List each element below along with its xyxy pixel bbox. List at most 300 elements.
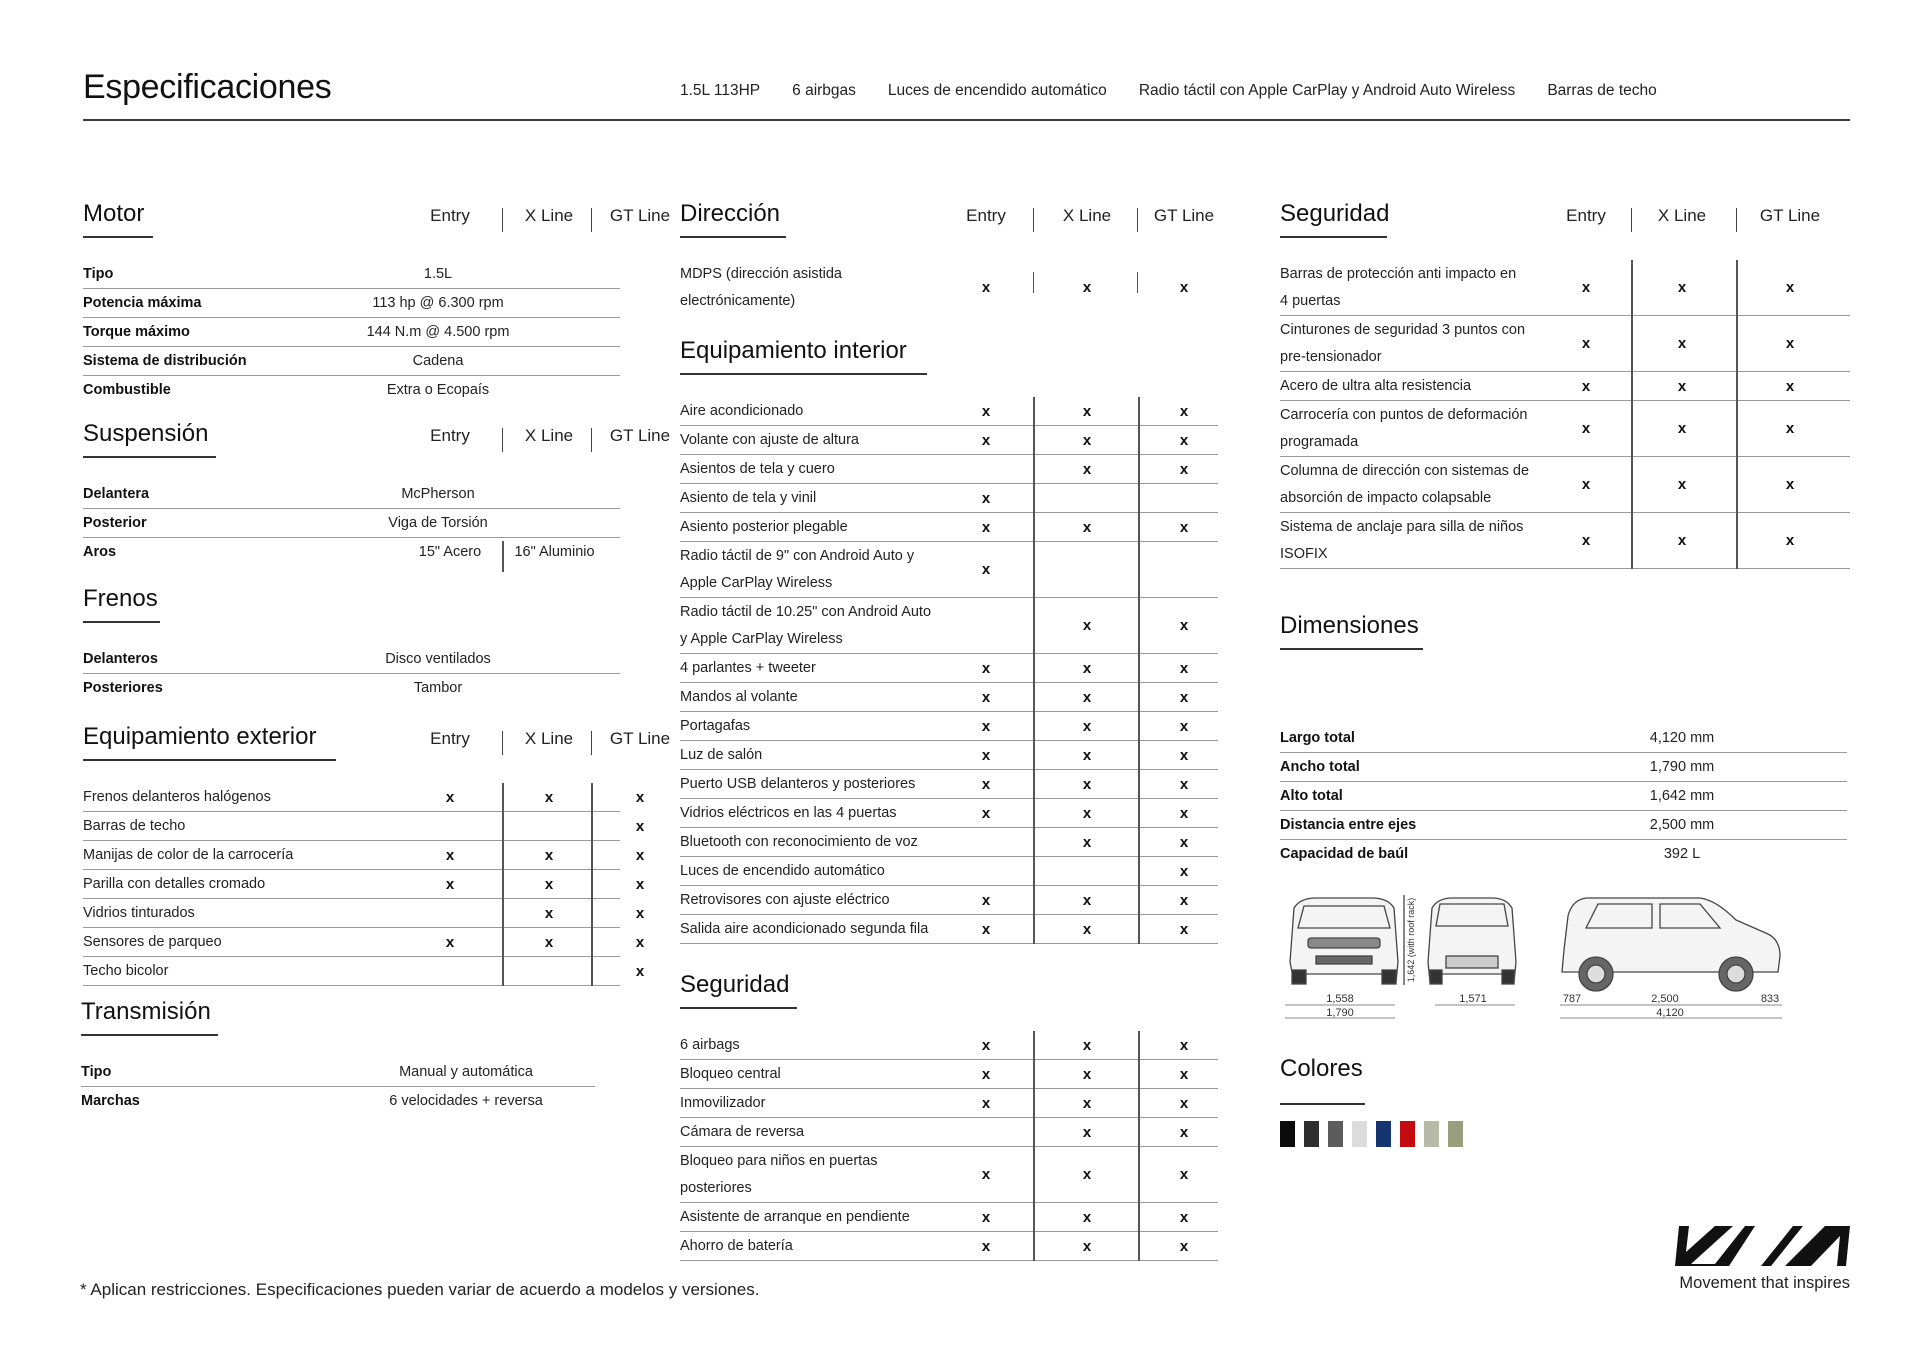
spec-table <box>83 645 620 702</box>
rear-view-car-icon <box>1428 898 1516 984</box>
included-mark-entry: x <box>445 933 455 951</box>
row-label: Volante con ajuste de altura <box>680 432 859 448</box>
section-underline <box>680 236 786 238</box>
column-divider <box>1033 1031 1035 1261</box>
section-title: Frenos <box>83 585 158 612</box>
spec-table <box>81 1058 595 1115</box>
included-mark-gtline: x <box>1179 617 1189 634</box>
included-mark-entry: x <box>981 1166 991 1183</box>
section-title: Seguridad <box>680 971 790 998</box>
section-title: Motor <box>83 200 145 227</box>
included-mark-xline: x <box>1082 1208 1092 1226</box>
row-label: Asientos de tela y cuero <box>680 461 835 477</box>
row-label: Carrocería con puntos de deformación programada <box>1280 407 1528 450</box>
table-row <box>83 928 645 957</box>
row-label: Parilla con detalles cromado <box>83 876 266 892</box>
included-mark-gtline: x <box>635 817 645 835</box>
side-view-car-icon <box>1562 898 1780 991</box>
row-value: 6 velocidades + reversa <box>389 1093 543 1109</box>
included-mark-xline: x <box>1082 891 1092 909</box>
row-label: Marchas <box>81 1093 140 1109</box>
row-label: Portagafas <box>680 718 751 734</box>
included-mark-xline: x <box>1082 460 1092 478</box>
row-value: 4,120 mm <box>1649 730 1715 746</box>
kia-logo-icon <box>1675 1222 1850 1268</box>
brand-tagline: Movement that inspires <box>1679 1274 1850 1292</box>
included-mark-gtline: x <box>635 933 645 951</box>
row-value-upper-trims: 16" Aluminio <box>514 544 595 560</box>
trim-divider <box>1736 208 1737 232</box>
section-equipamiento-exterior <box>83 723 671 986</box>
section-underline <box>83 621 160 623</box>
included-mark-xline: x <box>544 875 554 893</box>
trim-gt-line: GT Line <box>609 206 671 225</box>
section-title: Colores <box>1280 1055 1363 1082</box>
color-swatch[interactable] <box>1376 1121 1391 1147</box>
included-mark-gtline: x <box>1179 518 1189 536</box>
row-label: Columna de dirección con sistemas de absorción de impacto colapsable <box>1280 463 1530 506</box>
color-swatch[interactable] <box>1448 1121 1463 1147</box>
row-value: Extra o Ecopaís <box>386 382 490 398</box>
included-mark-entry: x <box>1581 279 1591 296</box>
row-value: 1,642 mm <box>1649 788 1715 804</box>
included-mark-entry: x <box>981 920 991 938</box>
column-divider <box>1033 397 1035 944</box>
table-row <box>83 289 620 318</box>
highlight-item: Barras de techo <box>1547 82 1657 99</box>
row-label: Tipo <box>81 1064 112 1080</box>
table-row <box>83 957 645 986</box>
section-header <box>83 420 671 480</box>
row-value: 1,790 mm <box>1649 759 1715 775</box>
row-label: Radio táctil de 10.25" con Android Auto y Apple CarPlay Wireless <box>680 604 932 647</box>
color-swatch[interactable] <box>1352 1121 1367 1147</box>
included-mark-gtline: x <box>1785 532 1795 549</box>
row-label: Asiento posterior plegable <box>680 519 848 535</box>
section-header <box>1280 200 1850 260</box>
included-mark-xline: x <box>1082 431 1092 449</box>
included-mark-gtline: x <box>635 788 645 806</box>
included-mark-xline: x <box>1082 804 1092 822</box>
row-label: Radio táctil de 9" con Android Auto y Apple CarPlay Wireless <box>680 548 915 591</box>
trim-gt-line: GT Line <box>1153 206 1215 225</box>
table-row <box>1280 260 1850 316</box>
included-mark-gtline: x <box>1179 1094 1189 1112</box>
included-mark-gtline: x <box>1179 862 1189 880</box>
row-label: 6 airbags <box>680 1037 740 1053</box>
row-label: Delantera <box>83 486 150 502</box>
row-label: Posterior <box>83 515 147 531</box>
included-mark-gtline: x <box>1179 920 1189 938</box>
included-mark-gtline: x <box>1785 377 1795 395</box>
section-header <box>83 723 671 783</box>
trim-x-line: X Line <box>524 426 574 445</box>
section-header <box>1280 612 1847 672</box>
included-mark-gtline: x <box>1179 1036 1189 1054</box>
included-mark-entry: x <box>981 1094 991 1112</box>
included-mark-entry: x <box>981 279 991 296</box>
row-label: Manijas de color de la carrocería <box>83 847 294 863</box>
row-label: Distancia entre ejes <box>1280 817 1417 833</box>
included-mark-gtline: x <box>1179 775 1189 793</box>
front-view-car-icon <box>1290 895 1404 985</box>
section-title: Dimensiones <box>1280 612 1419 639</box>
row-label: Sistema de distribución <box>83 353 247 369</box>
row-value: 1.5L <box>423 266 453 282</box>
section-underline <box>83 236 153 238</box>
row-value: Tambor <box>413 680 463 696</box>
trim-entry: Entry <box>966 206 1006 225</box>
section-header <box>680 200 1218 260</box>
section-underline <box>81 1034 218 1036</box>
table-row <box>83 318 620 347</box>
trim-gt-line: GT Line <box>609 426 671 445</box>
color-swatch[interactable] <box>1304 1121 1319 1147</box>
included-mark-gtline: x <box>635 875 645 893</box>
spec-table <box>1280 260 1850 569</box>
included-mark-entry: x <box>981 775 991 793</box>
color-swatch[interactable] <box>1400 1121 1415 1147</box>
included-mark-entry: x <box>445 788 455 806</box>
included-mark-xline: x <box>1082 1123 1092 1141</box>
section-motor <box>83 200 671 404</box>
included-mark-xline: x <box>1082 833 1092 851</box>
spec-table <box>83 480 620 566</box>
table-row <box>83 870 645 899</box>
row-value: 113 hp @ 6.300 rpm <box>372 295 504 311</box>
disclaimer-note: * Aplican restricciones. Especificaciones pueden variar de acuerdo a modelos y versiones. <box>80 1280 760 1299</box>
table-row <box>83 645 620 674</box>
included-mark-xline: x <box>544 933 554 951</box>
trim-entry: Entry <box>1566 206 1606 225</box>
color-swatch[interactable] <box>1280 1121 1295 1147</box>
section-title: Equipamiento interior <box>680 337 907 364</box>
rear-track-label: 1,571 <box>1459 993 1487 1005</box>
row-label: Cámara de reversa <box>680 1124 805 1140</box>
included-mark-gtline: x <box>1179 833 1189 851</box>
row-label: Acero de ultra alta resistencia <box>1280 378 1472 394</box>
overall-length-label: 4,120 <box>1656 1007 1684 1019</box>
trim-entry: Entry <box>430 206 470 225</box>
included-mark-entry: x <box>1581 476 1591 493</box>
row-label: Tipo <box>83 266 114 282</box>
trim-entry: Entry <box>430 729 470 748</box>
included-mark-xline: x <box>1677 377 1687 395</box>
table-row <box>81 1087 595 1115</box>
table-row <box>1280 724 1847 753</box>
trim-gt-line: GT Line <box>609 729 671 748</box>
section-header <box>83 200 671 260</box>
included-mark-xline: x <box>1082 1237 1092 1255</box>
included-mark-entry: x <box>981 1036 991 1054</box>
section-transmision <box>81 998 595 1115</box>
highlight-item: 1.5L 113HP <box>680 82 761 99</box>
included-mark-xline: x <box>1082 617 1092 634</box>
included-mark-xline: x <box>1082 279 1092 296</box>
included-mark-entry: x <box>981 891 991 909</box>
column-divider <box>1138 397 1140 944</box>
included-mark-gtline: x <box>1179 1166 1189 1183</box>
included-mark-gtline: x <box>635 962 645 980</box>
row-value: Viga de Torsión <box>388 515 488 531</box>
included-mark-gtline: x <box>1179 746 1189 764</box>
height-label: 1,642 (with roof rack) <box>1406 897 1416 983</box>
included-mark-gtline: x <box>1179 659 1189 677</box>
row-label: Mandos al volante <box>680 689 798 705</box>
table-row <box>1280 513 1850 569</box>
table-row <box>1280 372 1850 401</box>
included-mark-xline: x <box>1677 476 1687 493</box>
table-row <box>83 812 645 841</box>
row-label: Frenos delanteros halógenos <box>83 789 271 805</box>
trim-divider <box>1137 208 1138 232</box>
row-label: Sensores de parqueo <box>83 934 222 950</box>
section-underline <box>83 759 336 761</box>
rear-overhang-label: 833 <box>1760 993 1780 1005</box>
row-label: Bloqueo para niños en puertas posteriores <box>680 1153 878 1196</box>
included-mark-gtline: x <box>1179 1208 1189 1226</box>
included-mark-entry: x <box>981 402 991 420</box>
row-label: Retrovisores con ajuste eléctrico <box>680 892 890 908</box>
column-divider <box>502 541 504 572</box>
table-row <box>83 783 645 812</box>
row-label: MDPS (dirección asistida electrónicamente) <box>680 266 842 309</box>
included-mark-entry: x <box>981 1065 991 1083</box>
row-label: Capacidad de baúl <box>1280 846 1409 862</box>
included-mark-gtline: x <box>1179 1065 1189 1083</box>
included-mark-gtline: x <box>1179 460 1189 478</box>
front-overhang-label: 787 <box>1562 993 1582 1005</box>
row-label: Vidrios eléctricos en las 4 puertas <box>680 805 897 821</box>
trim-entry: Entry <box>430 426 470 445</box>
included-mark-xline: x <box>544 846 554 864</box>
included-mark-xline: x <box>1082 659 1092 677</box>
spec-table <box>680 1031 1218 1261</box>
table-row <box>83 899 645 928</box>
trim-gt-line: GT Line <box>1759 206 1821 225</box>
section-frenos <box>83 585 620 702</box>
included-mark-xline: x <box>1082 688 1092 706</box>
included-mark-entry: x <box>981 746 991 764</box>
included-mark-gtline: x <box>1785 335 1795 352</box>
section-underline <box>1280 236 1387 238</box>
trim-divider <box>1033 208 1034 232</box>
front-track-label: 1,558 <box>1326 993 1354 1005</box>
included-mark-gtline: x <box>635 904 645 922</box>
table-row <box>81 1058 595 1087</box>
section-underline <box>680 1007 797 1009</box>
trim-divider <box>591 731 592 755</box>
color-swatch[interactable] <box>1328 1121 1343 1147</box>
included-mark-entry: x <box>981 804 991 822</box>
included-mark-xline: x <box>1677 420 1687 437</box>
included-mark-xline: x <box>544 904 554 922</box>
trim-x-line: X Line <box>1657 206 1707 225</box>
included-mark-gtline: x <box>1179 717 1189 735</box>
included-mark-entry: x <box>445 875 455 893</box>
included-mark-gtline: x <box>1179 279 1189 296</box>
section-direccion <box>680 200 1218 315</box>
column-divider <box>1033 272 1034 293</box>
table-row <box>1280 401 1850 457</box>
included-mark-xline: x <box>1082 920 1092 938</box>
section-underline <box>680 373 927 375</box>
row-value: 2,500 mm <box>1649 817 1715 833</box>
table-row <box>83 480 620 509</box>
included-mark-gtline: x <box>1785 476 1795 493</box>
row-value: Disco ventilados <box>385 651 491 667</box>
row-label: Potencia máxima <box>83 295 202 311</box>
trim-divider <box>591 208 592 232</box>
column-divider <box>591 783 593 986</box>
included-mark-gtline: x <box>1785 420 1795 437</box>
table-row <box>83 260 620 289</box>
table-row <box>1280 840 1847 868</box>
included-mark-xline: x <box>1082 775 1092 793</box>
trim-divider <box>1631 208 1632 232</box>
trim-x-line: X Line <box>1062 206 1112 225</box>
highlight-item: Radio táctil con Apple CarPlay y Android Auto Wireless <box>1138 82 1516 99</box>
included-mark-entry: x <box>981 489 991 507</box>
included-mark-gtline: x <box>1179 431 1189 449</box>
row-value: 144 N.m @ 4.500 rpm <box>366 324 510 340</box>
section-suspension <box>83 420 671 566</box>
section-underline <box>1280 1103 1365 1105</box>
row-label: Asiento de tela y vinil <box>680 490 817 506</box>
trim-divider <box>502 731 503 755</box>
table-row <box>83 674 620 702</box>
section-title: Transmisión <box>81 998 211 1025</box>
column-divider <box>1137 272 1138 293</box>
trim-x-line: X Line <box>524 729 574 748</box>
included-mark-entry: x <box>1581 420 1591 437</box>
included-mark-xline: x <box>1082 746 1092 764</box>
row-label: Sistema de anclaje para silla de niños ISOFIX <box>1280 519 1524 562</box>
included-mark-entry: x <box>981 1208 991 1226</box>
table-row <box>1280 316 1850 372</box>
included-mark-xline: x <box>1082 1166 1092 1183</box>
table-row <box>83 841 645 870</box>
included-mark-gtline: x <box>1179 1237 1189 1255</box>
included-mark-gtline: x <box>1179 891 1189 909</box>
row-value: Manual y automática <box>399 1064 533 1080</box>
included-mark-xline: x <box>1082 717 1092 735</box>
included-mark-gtline: x <box>635 846 645 864</box>
row-label: Posteriores <box>83 680 163 696</box>
section-header <box>680 971 1218 1031</box>
included-mark-xline: x <box>1677 532 1687 549</box>
row-label: Ahorro de batería <box>680 1238 793 1254</box>
color-swatches <box>1280 1121 1463 1147</box>
column-divider <box>1631 260 1633 569</box>
section-dimensiones <box>1280 612 1847 868</box>
section-colores <box>1280 1055 1480 1115</box>
header-divider <box>83 119 1850 121</box>
row-label: Asistente de arranque en pendiente <box>680 1209 910 1225</box>
column-divider <box>1138 1031 1140 1261</box>
included-mark-entry: x <box>1581 532 1591 549</box>
row-label: Techo bicolor <box>83 963 169 979</box>
section-header <box>83 585 620 645</box>
included-mark-xline: x <box>1082 1036 1092 1054</box>
color-swatch[interactable] <box>1424 1121 1439 1147</box>
page-title: Especificaciones <box>83 68 332 106</box>
row-value-entry: 15" Acero <box>418 544 482 560</box>
spec-table <box>83 783 645 986</box>
included-mark-xline: x <box>1082 1065 1092 1083</box>
row-value: Cadena <box>412 353 464 369</box>
row-label: Torque máximo <box>83 324 190 340</box>
spec-table <box>680 397 1218 944</box>
highlight-item: 6 airbgas <box>792 82 856 99</box>
included-mark-entry: x <box>445 846 455 864</box>
wheelbase-label: 2,500 <box>1651 993 1679 1005</box>
included-mark-entry: x <box>981 518 991 536</box>
included-mark-xline: x <box>544 788 554 806</box>
section-equipamiento-interior <box>680 337 1218 944</box>
section-underline <box>83 456 216 458</box>
row-label: Inmovilizador <box>680 1095 766 1111</box>
table-row <box>83 509 620 538</box>
table-row <box>83 376 620 404</box>
highlight-item: Luces de encendido automático <box>887 82 1107 99</box>
included-mark-xline: x <box>1677 279 1687 296</box>
section-seguridad-activa <box>680 971 1218 1261</box>
table-row <box>83 538 620 566</box>
section-title: Suspensión <box>83 420 209 447</box>
row-label: Cinturones de seguridad 3 puntos con pre-tensionador <box>1280 322 1526 365</box>
included-mark-gtline: x <box>1179 1123 1189 1141</box>
included-mark-entry: x <box>981 717 991 735</box>
trim-divider <box>502 208 503 232</box>
row-value: 392 L <box>1663 846 1701 862</box>
row-label: Combustible <box>83 382 171 398</box>
included-mark-entry: x <box>981 688 991 706</box>
included-mark-xline: x <box>1082 1094 1092 1112</box>
table-row <box>1280 753 1847 782</box>
included-mark-entry: x <box>1581 377 1591 395</box>
section-title: Seguridad <box>1280 200 1390 227</box>
column-divider <box>1736 260 1738 569</box>
included-mark-xline: x <box>1677 335 1687 352</box>
trim-x-line: X Line <box>524 206 574 225</box>
row-label: Alto total <box>1280 788 1343 804</box>
row-label: Barras de techo <box>83 818 186 834</box>
trim-divider <box>502 428 503 452</box>
column-divider <box>502 783 504 986</box>
row-label: Salida aire acondicionado segunda fila <box>680 921 929 937</box>
included-mark-gtline: x <box>1179 402 1189 420</box>
table-row <box>1280 782 1847 811</box>
included-mark-gtline: x <box>1785 279 1795 296</box>
section-underline <box>1280 648 1423 650</box>
section-title: Dirección <box>680 200 781 227</box>
included-mark-entry: x <box>1581 335 1591 352</box>
included-mark-xline: x <box>1082 402 1092 420</box>
spec-table <box>1280 724 1847 868</box>
included-mark-entry: x <box>981 1237 991 1255</box>
section-header <box>81 998 595 1058</box>
row-label: Vidrios tinturados <box>83 905 195 921</box>
row-label: Luces de encendido automático <box>680 863 885 879</box>
row-label: 4 parlantes + tweeter <box>680 660 816 676</box>
row-label: Puerto USB delanteros y posteriores <box>680 776 916 792</box>
overall-width-label: 1,790 <box>1326 1007 1354 1019</box>
section-seguridad-pasiva <box>1280 200 1850 569</box>
section-title: Equipamiento exterior <box>83 723 317 750</box>
table-row <box>83 347 620 376</box>
row-label: Delanteros <box>83 651 158 667</box>
